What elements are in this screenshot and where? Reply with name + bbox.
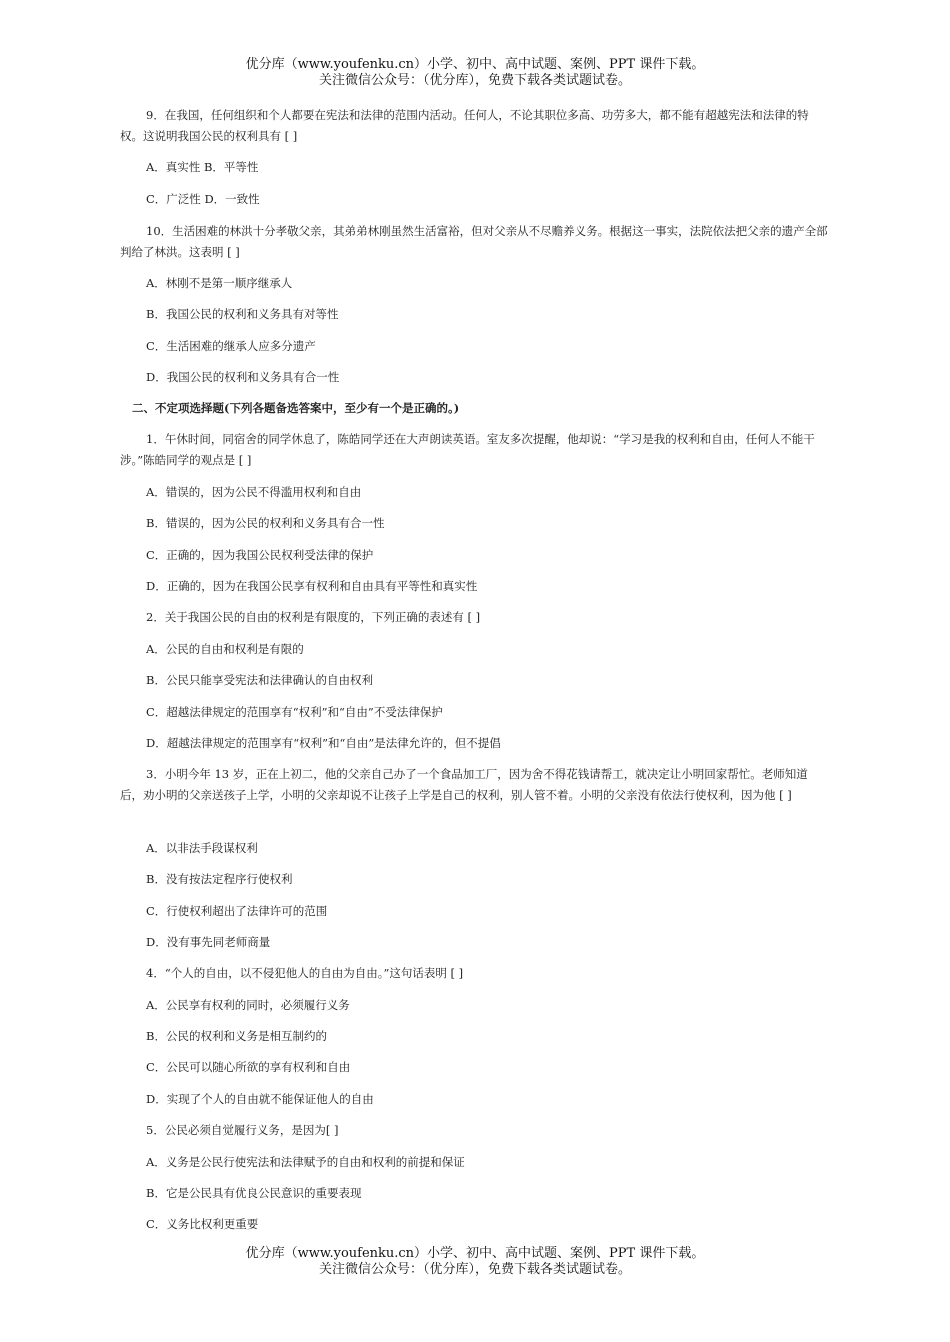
option-line: A．林刚不是第一顺序继承人 bbox=[146, 276, 293, 290]
option-line: B．它是公民具有优良公民意识的重要表现 bbox=[146, 1186, 362, 1200]
option-line: C．公民可以随心所欲的享有权利和自由 bbox=[146, 1060, 351, 1074]
option-line: B．公民只能享受宪法和法律确认的自由权利 bbox=[146, 673, 373, 687]
option-line: C．义务比权利更重要 bbox=[146, 1217, 259, 1231]
section-heading: 二、不定项选择题(下列各题备选答案中，至少有一个是正确的。) bbox=[132, 401, 460, 415]
question-9: 9．在我国，任何组织和个人都要在宪法和法律的范围内活动。任何人，不论其职位多高、功劳多大，都不能有超越宪法和法律的特权。这说明我国公民的权利具有 [ ] bbox=[120, 108, 809, 143]
question-2-2: 2．关于我国公民的自由的权利是有限度的，下列正确的表述有 [ ] bbox=[146, 610, 481, 624]
option-line: D．实现了个人的自由就不能保证他人的自由 bbox=[146, 1092, 374, 1106]
question-2-3: 3．小明今年 13 岁，正在上初二，他的父亲自己办了一个食品加工厂，因为舍不得花钱请帮工，就决定让小明回家帮忙。老师知道后，劝小明的父亲送孩子上学，小明的父亲却说不让孩子上学是自己的权利，别人管不着。小明的父亲没有依法行使权利，因为他 [ ] bbox=[120, 767, 808, 802]
option-line: A．义务是公民行使宪法和法律赋予的自由和权利的前提和保证 bbox=[146, 1155, 465, 1169]
option-line: B．我国公民的权利和义务具有对等性 bbox=[146, 307, 339, 321]
header-line-2: 关注微信公众号：（优分库），免费下载各类试题试卷。 bbox=[318, 73, 631, 88]
option-line: A．错误的，因为公民不得滥用权利和自由 bbox=[146, 485, 362, 499]
header-line-1: 优分库（www.youfenku.cn）小学、初中、高中试题、案例、PPT 课件下载。 bbox=[245, 57, 705, 72]
question-10: 10．生活困难的林洪十分孝敬父亲，其弟弟林刚虽然生活富裕，但对父亲从不尽赡养义务。根据这一事实，法院依法把父亲的遗产全部判给了林洪。这表明 [ ] bbox=[120, 224, 828, 259]
page-header bbox=[0, 57, 950, 89]
question-2-4: 4．“个人的自由，以不侵犯他人的自由为自由。”这句话表明 [ ] bbox=[146, 966, 464, 980]
option-line: C．生活困难的继承人应多分遗产 bbox=[146, 339, 316, 353]
option-line: B．公民的权利和义务是相互制约的 bbox=[146, 1029, 327, 1043]
option-line: B．没有按法定程序行使权利 bbox=[146, 872, 293, 886]
page-footer bbox=[0, 1246, 950, 1278]
option-line: D．没有事先同老师商量 bbox=[146, 935, 271, 949]
option-line: A．真实性 B．平等性 bbox=[146, 160, 259, 174]
option-line: A．公民享有权利的同时，必须履行义务 bbox=[146, 998, 350, 1012]
option-line: C．行使权利超出了法律许可的范围 bbox=[146, 904, 328, 918]
option-line: D．超越法律规定的范围享有“权利”和“自由”是法律允许的，但不提倡 bbox=[146, 736, 501, 750]
option-line: D．正确的，因为在我国公民享有权利和自由具有平等性和真实性 bbox=[146, 579, 478, 593]
option-line: C．广泛性 D．一致性 bbox=[146, 192, 260, 206]
option-line: A．公民的自由和权利是有限的 bbox=[146, 642, 304, 656]
option-line: B．错误的，因为公民的权利和义务具有合一性 bbox=[146, 516, 385, 530]
footer-line-2: 关注微信公众号：（优分库），免费下载各类试题试卷。 bbox=[318, 1262, 631, 1277]
option-line: A．以非法手段谋权利 bbox=[146, 841, 258, 855]
option-line: D．我国公民的权利和义务具有合一性 bbox=[146, 370, 340, 384]
option-line: C．正确的，因为我国公民权利受法律的保护 bbox=[146, 548, 374, 562]
question-2-1: 1．午休时间，同宿舍的同学休息了，陈皓同学还在大声朗读英语。室友多次提醒，他却说：“学习是我的权利和自由，任何人不能干涉。”陈皓同学的观点是 [ ] bbox=[120, 432, 815, 467]
question-2-5: 5．公民必须自觉履行义务，是因为[ ] bbox=[146, 1123, 339, 1137]
footer-line-1: 优分库（www.youfenku.cn）小学、初中、高中试题、案例、PPT 课件下载。 bbox=[245, 1246, 705, 1261]
option-line: C．超越法律规定的范围享有“权利”和“自由”不受法律保护 bbox=[146, 705, 443, 719]
